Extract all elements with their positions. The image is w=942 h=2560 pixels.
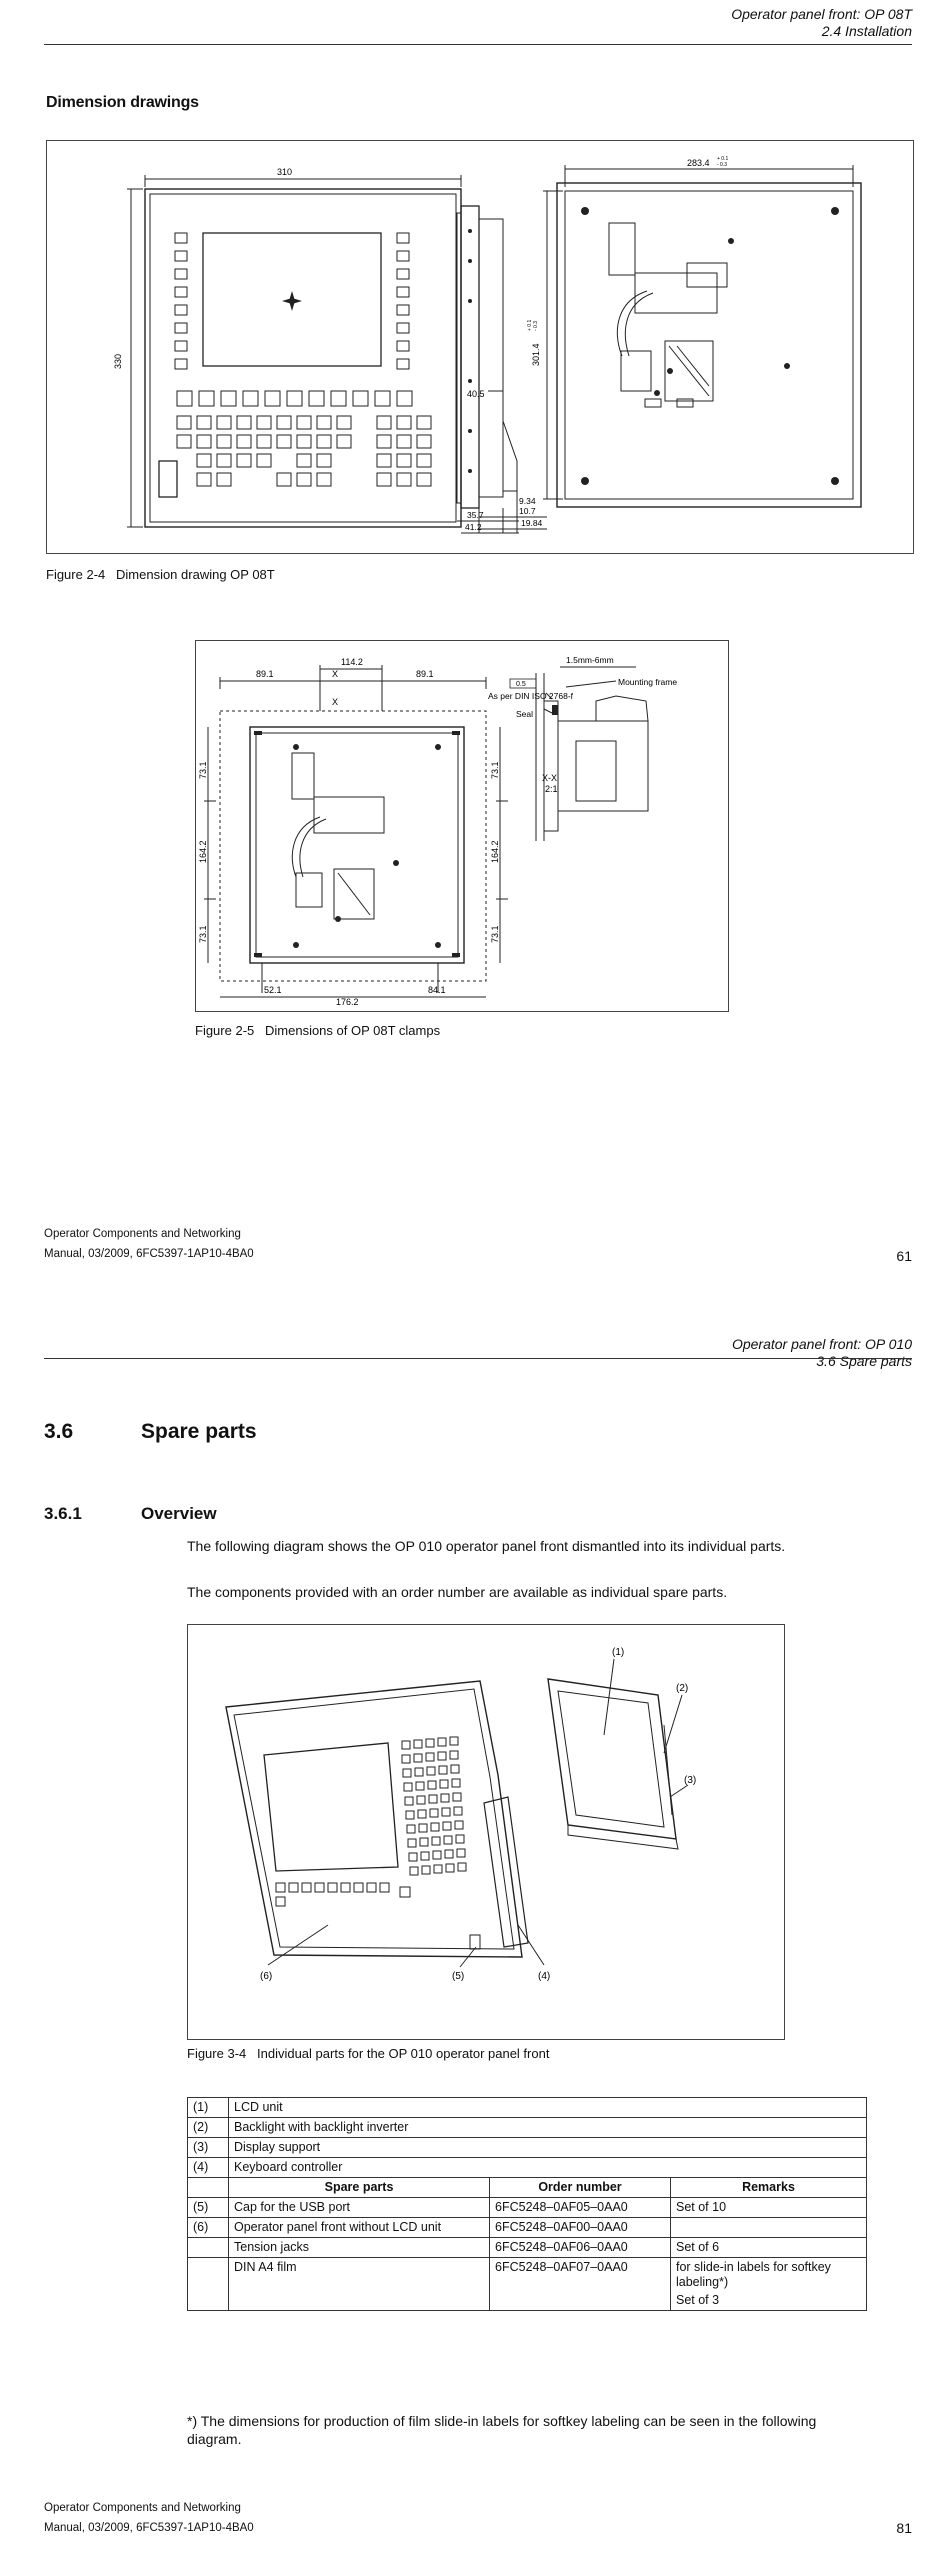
table-row: [188, 2198, 867, 2218]
row-order-number: 6FC5248–0AF05–0AA0: [490, 2198, 671, 2218]
clamp-dim-89-1-left: 89.1: [256, 669, 274, 679]
callout-1: (1): [612, 1647, 625, 1658]
row-part: DIN A4 film: [229, 2258, 490, 2311]
row-number: [188, 2258, 229, 2311]
component-text: LCD unit: [229, 2098, 867, 2118]
page2-footer-line2: Manual, 03/2009, 6FC5397-1AP10-4BA0: [44, 2522, 254, 2534]
header-blank: [188, 2178, 229, 2198]
figure-2-5: [195, 640, 729, 1012]
section-heading-dimension-drawings: Dimension drawings: [46, 94, 199, 111]
section-heading-spare-parts: [44, 1420, 257, 1444]
clamp-detail-din: As per DIN ISO 2768-f: [488, 691, 574, 701]
table-row: [188, 2238, 867, 2258]
header-order-number: Order number: [490, 2178, 671, 2198]
dim-301-4-tol-bottom: - 0.3: [533, 320, 539, 331]
dim-301-4-tol-top: + 0.1: [527, 319, 533, 331]
clamp-dim-right-164-2: 164.2: [490, 840, 500, 863]
dim-19-84: 19.84: [521, 518, 543, 528]
clamp-dim-left-73-1-bottom: 73.1: [198, 925, 208, 943]
row-number: [188, 2238, 229, 2258]
component-text: Keyboard controller: [229, 2158, 867, 2178]
figure-3-4-caption: [187, 2046, 549, 2061]
row-order-number: 6FC5248–0AF00–0AA0: [490, 2218, 671, 2238]
table-row: [188, 2098, 867, 2118]
dim-283-4: 283.4: [687, 158, 710, 168]
intro-paragraph-2: The components provided with an order number are available as individual spare parts.: [187, 1584, 728, 1600]
clamp-x-mark-top: X: [332, 669, 339, 679]
figure-2-5-caption-text: Dimensions of OP 08T clamps: [265, 1023, 441, 1038]
clamp-dim-84-1: 84.1: [428, 985, 446, 995]
row-part: Operator panel front without LCD unit: [229, 2218, 490, 2238]
component-number: (3): [188, 2138, 229, 2158]
clamp-dim-right-73-1-top: 73.1: [490, 761, 500, 779]
callout-4: (4): [538, 1971, 551, 1982]
component-text: Display support: [229, 2138, 867, 2158]
table-row: [188, 2218, 867, 2238]
page2-footer: [44, 2498, 254, 2538]
clamp-x-mark-bottom: X: [332, 697, 339, 707]
table-row: [188, 2158, 867, 2178]
dim-310: 310: [277, 167, 293, 177]
section-number: 3.6: [44, 1420, 74, 1443]
dim-9-34: 9.34: [519, 496, 536, 506]
dim-283-4-tol-top: + 0.1: [717, 156, 729, 162]
page1-header-rule: [44, 44, 912, 45]
page1-header-title: Operator panel front: OP 08T: [731, 6, 912, 22]
figure-2-4-caption: [46, 567, 275, 582]
dim-10-7: 10.7: [519, 506, 536, 516]
page1-number: 61: [896, 1248, 912, 1264]
component-number: (4): [188, 2158, 229, 2178]
clamp-dim-left-164-2: 164.2: [198, 840, 208, 863]
row-number: (5): [188, 2198, 229, 2218]
page2-footer-line1: Operator Components and Networking: [44, 2502, 241, 2514]
header-remarks: Remarks: [671, 2178, 867, 2198]
page1-footer-line1: Operator Components and Networking: [44, 1228, 241, 1240]
figure-2-4: [46, 140, 914, 554]
exploded-view-op010: [188, 1625, 784, 2039]
table-row: [188, 2138, 867, 2158]
figure-2-5-caption: [195, 1023, 440, 1038]
clamp-detail-tolerance: 0.5: [516, 681, 526, 688]
dim-40-5: 40.5: [467, 389, 485, 399]
dim-35-7: 35.7: [467, 510, 484, 520]
row-remarks: [671, 2258, 867, 2311]
clamp-dim-89-1-right: 89.1: [416, 669, 434, 679]
figure-2-4-number: Figure 2-4: [46, 567, 106, 582]
clamp-dim-right-73-1-bottom: 73.1: [490, 925, 500, 943]
callout-3: (3): [684, 1775, 697, 1786]
figure-2-4-caption-text: Dimension drawing OP 08T: [116, 567, 275, 582]
clamp-dim-left-73-1-top: 73.1: [198, 761, 208, 779]
clamp-dim-52-1: 52.1: [264, 985, 282, 995]
row-part: Tension jacks: [229, 2238, 490, 2258]
callout-5: (5): [452, 1971, 465, 1982]
clamp-detail-thickness: 1.5mm-6mm: [566, 655, 614, 665]
figure-3-4: [187, 1624, 785, 2040]
component-text: Backlight with backlight inverter: [229, 2118, 867, 2138]
clamp-dimension-drawing: [196, 641, 728, 1011]
row-remarks-line1: for slide-in labels for softkey labeling*): [676, 2260, 831, 2289]
page2-header-title: Operator panel front: OP 010: [731, 1336, 912, 1352]
component-number: (2): [188, 2118, 229, 2138]
clamp-detail-seal: Seal: [516, 709, 534, 719]
subsection-heading-overview: [44, 1504, 217, 1524]
table-row: [188, 2258, 867, 2311]
dim-301-4: 301.4: [531, 343, 541, 366]
spare-parts-table: [187, 2097, 867, 2311]
footnote: *) The dimensions for production of film slide-in labels for softkey labeling can be seen in the following diagram.: [187, 2413, 817, 2447]
intro-paragraph-1: The following diagram shows the OP 010 operator panel front dismantled into its individual parts.: [187, 1538, 786, 1554]
clamp-dim-176-2: 176.2: [336, 997, 359, 1007]
row-number: (6): [188, 2218, 229, 2238]
page1-footer: [44, 1224, 254, 1264]
row-remarks-line2: Set of 3: [676, 2293, 720, 2307]
row-order-number: 6FC5248–0AF06–0AA0: [490, 2238, 671, 2258]
row-part: Cap for the USB port: [229, 2198, 490, 2218]
page2-header-section: 3.6 Spare parts: [816, 1353, 912, 1369]
subsection-title: Overview: [141, 1504, 217, 1523]
clamp-detail-section: X-X: [542, 773, 558, 783]
table-header-row: [188, 2178, 867, 2198]
page1-header-section: 2.4 Installation: [821, 23, 912, 39]
dim-283-4-tol-bottom: - 0.3: [717, 162, 728, 168]
callout-2: (2): [676, 1683, 689, 1694]
page1-header: [731, 6, 912, 40]
dimension-drawing-op08t: [47, 141, 913, 553]
row-remarks: Set of 10: [671, 2198, 867, 2218]
row-order-number: 6FC5248–0AF07–0AA0: [490, 2258, 671, 2311]
row-remarks: Set of 6: [671, 2238, 867, 2258]
clamp-dim-114-2: 114.2: [341, 657, 363, 667]
page2-header: [732, 1336, 912, 1370]
page1-footer-line2: Manual, 03/2009, 6FC5397-1AP10-4BA0: [44, 1248, 254, 1260]
section-title: Spare parts: [141, 1420, 257, 1443]
callout-6: (6): [260, 1971, 273, 1982]
dim-330: 330: [113, 353, 123, 369]
figure-3-4-caption-text: Individual parts for the OP 010 operator panel front: [257, 2046, 550, 2061]
page2-number: 81: [896, 2520, 912, 2536]
clamp-detail-scale: 2:1: [545, 784, 558, 794]
dim-41-2: 41.2: [465, 522, 482, 532]
row-remarks: [671, 2218, 867, 2238]
header-spare-parts: Spare parts: [229, 2178, 490, 2198]
page2-header-rule: [44, 1358, 912, 1359]
figure-2-5-number: Figure 2-5: [195, 1023, 255, 1038]
figure-3-4-number: Figure 3-4: [187, 2046, 247, 2061]
component-number: (1): [188, 2098, 229, 2118]
subsection-number: 3.6.1: [44, 1504, 82, 1523]
table-row: [188, 2118, 867, 2138]
clamp-detail-mounting-frame: Mounting frame: [618, 677, 678, 687]
